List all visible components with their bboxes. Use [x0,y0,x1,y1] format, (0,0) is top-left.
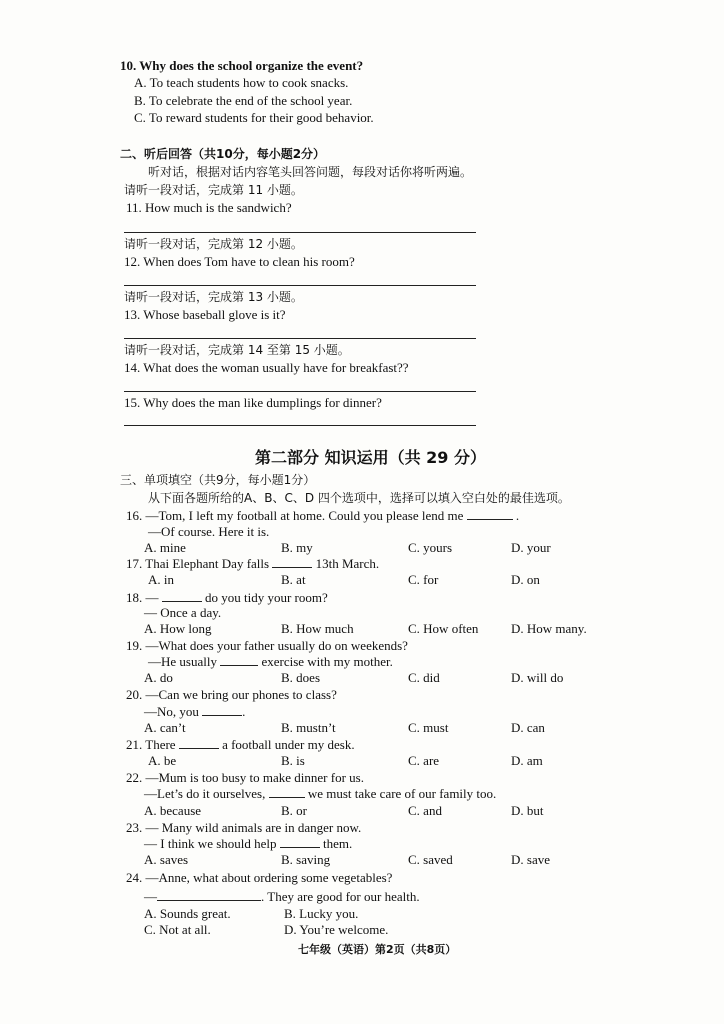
q18-blank[interactable] [162,590,202,602]
part-2-title: 第二部分 知识运用（共 29 分） [255,448,486,467]
answer-line-11[interactable] [124,232,476,233]
question-17-stem [126,556,379,572]
q17-option-c[interactable]: C. for [408,572,439,587]
prompt-12: 请听一段对话，完成第 12 小题。 [124,237,303,251]
q21-option-c[interactable]: C. are [408,753,440,768]
q20-text-end: . [242,704,246,719]
q21-text-end: a football under my desk. [222,737,355,752]
question-13: 13. Whose baseball glove is it? [124,307,286,322]
answer-line-12[interactable] [124,285,476,286]
q22-option-d[interactable]: D. but [511,803,544,818]
question-18-line2: — Once a day. [144,605,222,620]
q18-text: 18. — [126,590,159,605]
q19-option-d[interactable]: D. will do [511,670,564,685]
q20-option-d[interactable]: D. can [511,720,545,735]
q19-text-end: exercise with my mother. [261,654,393,669]
question-20-line2 [144,704,245,720]
q17-blank[interactable] [272,556,312,568]
q10-option-b: B. To celebrate the end of the school year. [134,93,353,108]
q21-text: 21. There [126,737,176,752]
question-24-line2 [144,889,420,905]
q23-option-b[interactable]: B. saving [281,852,331,867]
q24-text: — [144,889,157,904]
q23-option-c[interactable]: C. saved [408,852,453,867]
q24-option-c[interactable]: C. Not at all. [144,922,211,937]
q18-option-b[interactable]: B. How much [281,621,354,636]
q18-option-c[interactable]: C. How often [408,621,479,636]
q21-option-b[interactable]: B. is [281,753,305,768]
q20-option-c[interactable]: C. must [408,720,449,735]
question-22-stem: 22. —Mum is too busy to make dinner for us. [126,770,364,785]
q19-text: —He usually [148,654,217,669]
q10-option-c: C. To reward students for their good behavior. [134,110,374,125]
q24-option-a[interactable]: A. Sounds great. [144,906,231,921]
question-19-stem: 19. —What does your father usually do on weekends? [126,638,408,653]
question-20-stem: 20. —Can we bring our phones to class? [126,687,337,702]
q19-option-b[interactable]: B. does [281,670,320,685]
q24-option-d[interactable]: D. You’re welcome. [284,922,389,937]
q22-text-end: we must take care of our family too. [307,786,497,801]
q20-blank[interactable] [202,704,242,716]
q21-blank[interactable] [179,737,219,749]
q17-option-d[interactable]: D. on [511,572,540,587]
prompt-11: 请听一段对话，完成第 11 小题。 [124,183,303,197]
q20-text: —No, you [144,704,199,719]
q19-blank[interactable] [220,654,258,666]
q22-option-c[interactable]: C. and [408,803,442,818]
section-3-heading: 三、单项填空（共9分，每小题1分） [120,473,316,487]
q17-option-a[interactable]: A. in [148,572,174,587]
q16-option-b[interactable]: B. my [281,540,313,555]
question-23-stem: 23. — Many wild animals are in danger now. [126,820,362,835]
q16-option-c[interactable]: C. yours [408,540,453,555]
prompt-14: 请听一段对话，完成第 14 至第 15 小题。 [124,343,350,357]
q22-option-b[interactable]: B. or [281,803,307,818]
q24-option-b[interactable]: B. Lucky you. [284,906,359,921]
q23-option-d[interactable]: D. save [511,852,550,867]
question-12: 12. When does Tom have to clean his room? [124,254,355,269]
question-19-line2 [148,654,393,670]
question-18-stem [126,590,328,606]
q19-option-c[interactable]: C. did [408,670,440,685]
q23-text-end: them. [323,836,353,851]
q22-option-a[interactable]: A. because [144,803,202,818]
q20-option-b[interactable]: B. mustn’t [281,720,336,735]
answer-line-14[interactable] [124,391,476,392]
q16-option-d[interactable]: D. your [511,540,551,555]
question-16-line2: —Of course. Here it is. [148,524,270,539]
prompt-13: 请听一段对话，完成第 13 小题。 [124,290,303,304]
q17-text-end: 13th March. [315,556,380,571]
q16-option-a[interactable]: A. mine [144,540,186,555]
question-15: 15. Why does the man like dumplings for dinner? [124,395,382,410]
page-footer: 七年级（英语）第2页（共8页） [298,943,457,956]
q23-blank[interactable] [280,836,320,848]
question-10: 10. Why does the school organize the event? [120,58,364,73]
q16-blank[interactable] [467,508,513,520]
q24-text-end: . They are good for our health. [261,889,420,904]
q18-text-end: do you tidy your room? [205,590,328,605]
question-24-stem: 24. —Anne, what about ordering some vegetables? [126,870,393,885]
q24-blank[interactable] [157,889,261,901]
question-16-stem [126,508,519,524]
section-2-heading: 二、听后回答（共10分，每小题2分） [120,147,326,161]
q16-text-end: . [515,508,520,523]
question-23-line2 [144,836,352,852]
q23-text: — I think we should help [144,836,277,851]
q21-option-d[interactable]: D. am [511,753,543,768]
question-22-line2 [144,786,496,802]
answer-line-13[interactable] [124,338,476,339]
question-21-stem [126,737,355,753]
question-11: 11. How much is the sandwich? [126,200,292,215]
q10-option-a: A. To teach students how to cook snacks. [134,75,349,90]
q20-option-a[interactable]: A. can’t [144,720,186,735]
q19-option-a[interactable]: A. do [144,670,173,685]
q17-option-b[interactable]: B. at [281,572,306,587]
answer-line-15[interactable] [124,425,476,426]
q17-text: 17. Thai Elephant Day falls [126,556,270,571]
q22-text: —Let’s do it ourselves, [144,786,266,801]
q18-option-d[interactable]: D. How many. [511,621,587,636]
q16-text: 16. —Tom, I left my football at home. Could you please lend me [126,508,464,523]
question-14: 14. What does the woman usually have for breakfast?? [124,360,409,375]
q22-blank[interactable] [269,786,305,798]
q21-option-a[interactable]: A. be [148,753,177,768]
q23-option-a[interactable]: A. saves [144,852,189,867]
section-3-instruction: 从下面各题所给的A、B、C、D 四个选项中，选择可以填入空白处的最佳选项。 [148,491,570,505]
section-2-instruction: 听对话，根据对话内容笔头回答问题，每段对话你将听两遍。 [148,165,473,179]
q18-option-a[interactable]: A. How long [144,621,212,636]
